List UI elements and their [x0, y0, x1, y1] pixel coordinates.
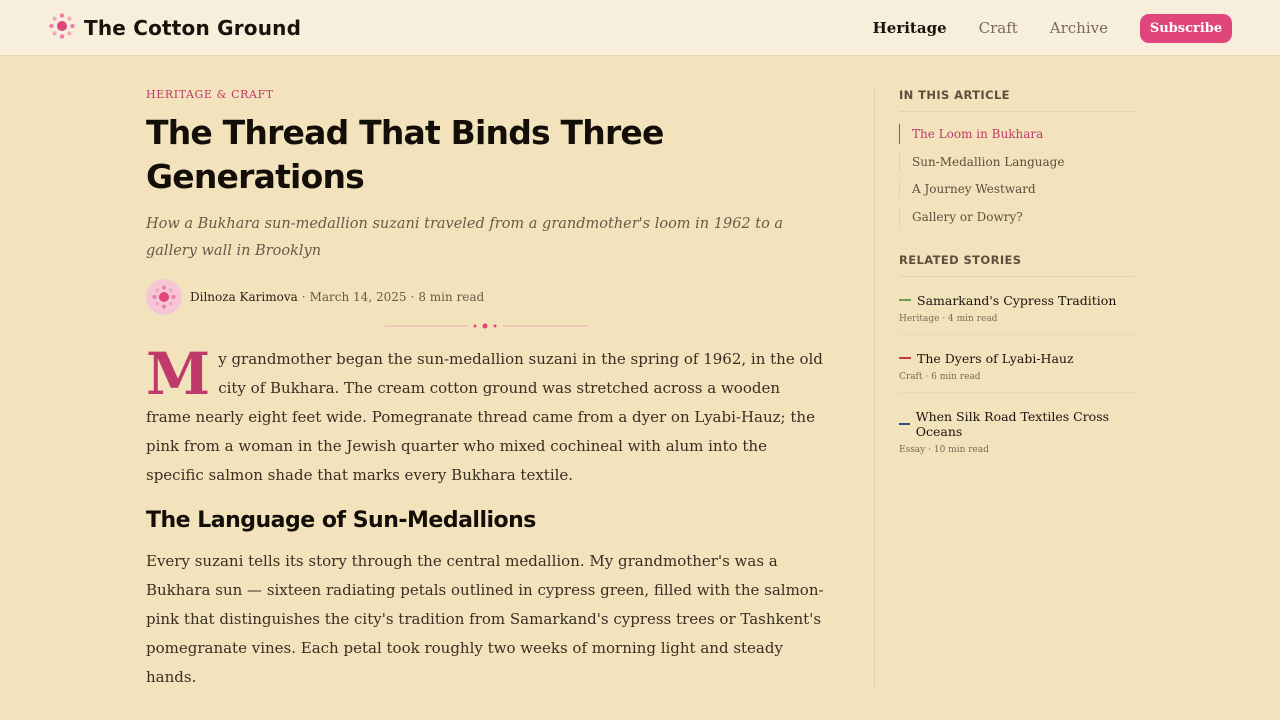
toc-heading: IN THIS ARTICLE [899, 88, 1134, 112]
category-color-bar [899, 299, 911, 301]
story-read-time: 6 min read [931, 371, 981, 382]
story-category: Craft [899, 371, 923, 382]
ornament-divider [146, 321, 826, 331]
byline-separator: · [410, 290, 415, 304]
avatar[interactable] [146, 279, 182, 315]
nav-archive[interactable]: Archive [1049, 19, 1108, 37]
article-title: The Thread That Binds Three Generations [146, 113, 664, 196]
article-paragraph: Every suzani tells its story through the central medallion. My grandmother's was a Bukhara sun — sixteen radiating petals outlined in cypress green, filled with the salmon-pink that distinguishes the city's tradition from Samarkand's cypress trees or Tashkent's pomegranate vines. Each petal took roughly two weeks of morning light and steady hands. [146, 552, 824, 686]
related-story[interactable] [899, 393, 1134, 465]
story-category: Essay [899, 444, 926, 455]
section-heading: The Language of Sun-Medallions [146, 508, 536, 533]
article-paragraph [146, 340, 828, 490]
related-story[interactable] [899, 277, 1134, 335]
related-heading: RELATED STORIES [899, 253, 1134, 277]
main-nav [873, 13, 1232, 43]
brand[interactable] [48, 13, 301, 43]
story-read-time: 10 min read [933, 444, 989, 455]
sidebar-divider [874, 88, 875, 688]
related-story-title[interactable] [899, 409, 1134, 439]
drop-cap: M [146, 340, 211, 408]
sidebar [899, 88, 1134, 465]
byline-separator: · [301, 290, 306, 304]
article [146, 88, 828, 692]
byline [146, 279, 828, 315]
related-story-title-text[interactable]: Samarkand's Cypress Tradition [917, 292, 1117, 308]
brand-name: The Cotton Ground [84, 16, 302, 40]
related-story-title-text[interactable]: The Dyers of Lyabi-Hauz [917, 350, 1074, 366]
toc-item-loom[interactable]: The Loom in Bukhara [899, 124, 1134, 144]
story-read-time: 4 min read [948, 313, 998, 324]
category-color-bar [899, 357, 911, 359]
read-time: 8 min read [418, 290, 485, 304]
article-dek: How a Bukhara sun-medallion suzani traveled from a grandmother's loom in 1962 to a gallery wall in Brooklyn [146, 216, 784, 259]
related-story-meta: Heritage · 4 min read [899, 313, 998, 324]
article-kicker[interactable]: HERITAGE & CRAFT [146, 88, 274, 101]
publish-date: March 14, 2025 [309, 290, 407, 304]
author-name[interactable]: Dilnoza Karimova [190, 290, 298, 304]
related-story-meta: Essay · 10 min read [899, 444, 989, 455]
toc-item-sun-medallion[interactable]: Sun-Medallion Language [899, 152, 1134, 172]
related-stories [899, 277, 1134, 465]
related-story[interactable] [899, 335, 1134, 393]
paragraph-text: y grandmother began the sun-medallion suzani in the spring of 1962, in the old city of Bukhara. The cream cotton ground was stretched across a wooden frame nearly eight feet wide. Pomegranate thread came from a dyer on Lyabi-Hauz; the pink from a woman in the Jewish quarter who mixed cochineal with alum into the specific salmon shade that marks every Bukhara textile. [146, 350, 823, 484]
table-of-contents [899, 124, 1134, 227]
toc-item-gallery[interactable]: Gallery or Dowry? [899, 207, 1134, 227]
related-story-meta: Craft · 6 min read [899, 371, 981, 382]
nav-heritage[interactable]: Heritage [872, 19, 947, 37]
top-header [0, 0, 1280, 56]
related-story-title-text[interactable]: When Silk Road Textiles Cross Oceans [915, 408, 1110, 439]
toc-item-journey[interactable]: A Journey Westward [899, 179, 1134, 199]
story-category: Heritage [899, 313, 940, 324]
related-story-title[interactable] [899, 351, 1134, 366]
category-color-bar [899, 423, 910, 425]
subscribe-button[interactable]: Subscribe [1140, 14, 1232, 43]
nav-craft[interactable]: Craft [978, 19, 1018, 37]
related-story-title[interactable] [899, 293, 1134, 308]
flower-logo-icon [48, 12, 76, 44]
